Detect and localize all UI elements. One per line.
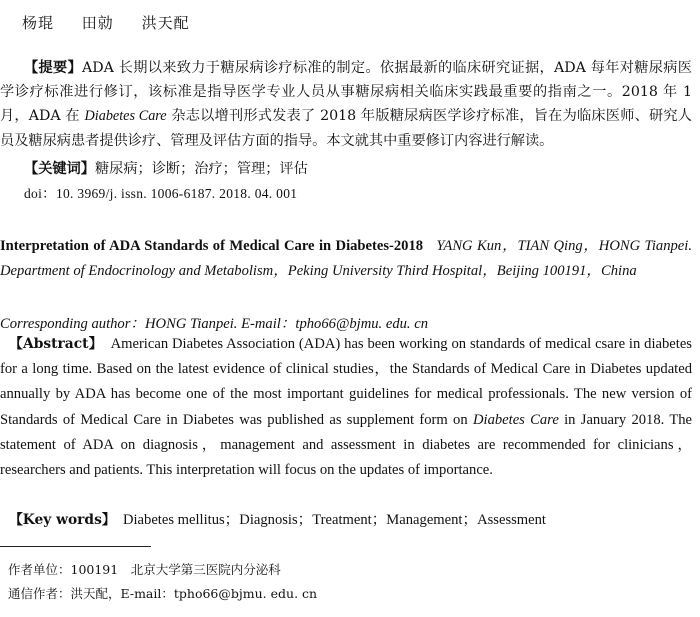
chinese-abstract-label: 【提要】 — [24, 60, 83, 76]
journal-name: Diabetes Care — [84, 108, 167, 125]
footnote-divider — [0, 546, 151, 547]
chinese-abstract-text: ADA 长期以来致力于糖尿病诊疗标准的制定。依据最新的临床研究证据，ADA 每年对糖尿病医学诊疗标准进行修订，该标准是指导医学专业人员从事糖尿病相关临床实践最重要的指南之一。2018 年 1 月，ADA 在 — [0, 60, 692, 125]
chinese-abstract — [0, 56, 692, 153]
english-keywords — [9, 508, 546, 529]
corresponding-author: Corresponding author：HONG Tianpei. E-mail：tpho66@bjmu. edu. cn — [0, 316, 428, 332]
english-abstract-label: 【Abstract】 — [9, 336, 103, 352]
chinese-keywords-label: 【关键词】 — [24, 161, 95, 177]
chinese-abstract-text: 杂志以增刊形式发表了 2018 年版糖尿病医学诊疗标准，旨在为临床医师、研究人员及糖尿病患者提供诊疗、管理及评估方面的指导。本文就其中重要修订内容进行解读。 — [0, 108, 692, 149]
english-title: Interpretation of ADA Standards of Medical Care in Diabetes-2018 — [0, 238, 424, 254]
author-name: 杨琨 — [22, 14, 55, 32]
journal-name: Diabetes Care — [472, 411, 559, 428]
english-keywords-label: 【Key words】 — [9, 512, 116, 528]
chinese-keywords — [24, 158, 308, 178]
doi: doi：10. 3969/j. issn. 1006-6187. 2018. 04. 001 — [24, 186, 298, 201]
author-name: 洪天配 — [141, 14, 190, 32]
footnote-correspondence: 通信作者：洪天配，E-mail：tpho66@bjmu. edu. cn — [8, 586, 318, 601]
english-keywords-text: Diabetes mellitus；Diagnosis；Treatment；Management；Assessment — [122, 512, 546, 528]
english-abstract-text: American Diabetes Association (ADA) has been working on standards of medical csare in diabetes for a long time. Based on the latest evidence of clinical studies，the Standards of Medical Care in Diabetes updated annually by ADA has become one of the most important guidelines for medical professionals. The new version of Standards of Medical Care in Diabetes was published as supplement form on — [0, 336, 692, 428]
english-abstract-text: in January 2018. The statement of ADA on diagnosis，management and assessment in diabetes are recommended for clinicians，researchers and patients. This interpretation will focus on the updates of importance. — [0, 411, 693, 479]
english-authors-affiliation: YANG Kun，TIAN Qing，HONG Tianpei. Department of Endocrinology and Metabolism，Peking University Third Hospital，Beijing 100191，China — [0, 238, 692, 280]
chinese-keywords-text: 糖尿病；诊断；治疗；管理；评估 — [94, 161, 308, 177]
footnote-affiliation: 作者单位：100191 北京大学第三医院内分泌科 — [8, 562, 281, 577]
chinese-authors — [22, 12, 212, 33]
english-abstract — [0, 332, 692, 483]
author-name: 田勍 — [81, 14, 114, 32]
english-title-block — [0, 234, 692, 285]
